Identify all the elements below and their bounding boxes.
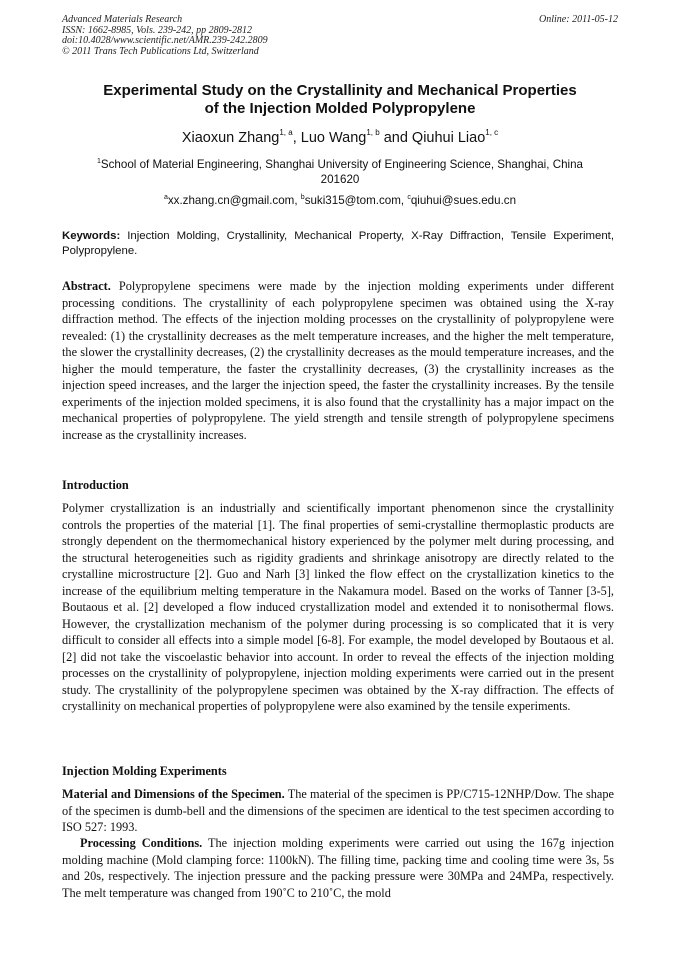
paper-title <box>62 82 618 118</box>
abstract <box>62 278 614 443</box>
introduction-heading: Introduction <box>62 478 129 492</box>
material-label: Material and Dimensions of the Specimen. <box>62 787 285 801</box>
abstract-text: Polypropylene specimens were made by the injection molding experiments under different processing conditions. The crystallinity of each polypropylene specimen was obtained using the X-ray diffraction method. The effects of the injection molding processes on the crystallinity of polypropylene were revealed: (1) the crystallinity decreases as the melt temperature increases, and the higher the melt temperature, the slower the crystallinity decreases, (2) the crystallinity decreases as the mould temperature increases, and the higher the mould temperature, the faster the crystallinity decreases, (3) the crystallinity increases as the injection speed increases, and the larger the injection speed, the faster the crystallinity increases. By the tensile experiments of the injection molded specimens, it is also found that the crystallinity has a major impact on the mechanical properties of polypropylene. The yield strength and tensile strength of polypropylene specimens increase as the crystallinity increases. <box>62 279 614 442</box>
affiliation-marker: 1 <box>97 158 101 165</box>
copyright-line: © 2011 Trans Tech Publications Ltd, Switzerland <box>62 45 259 57</box>
email-a[interactable]: xx.zhang.cn@gmail.com, <box>167 194 301 207</box>
keywords <box>62 229 614 259</box>
email-list <box>62 193 618 208</box>
email-a-marker: a <box>163 194 168 201</box>
affiliation <box>62 157 618 187</box>
author-3-affil: 1, c <box>485 128 499 137</box>
email-c[interactable]: qiuhui@sues.edu.cn <box>410 194 517 207</box>
processing-label: Processing Conditions. <box>80 836 203 850</box>
doi-line[interactable]: doi:10.4028/www.scientific.net/AMR.239-242.2809 <box>62 35 268 46</box>
material-text: The material of the specimen is PP/C715-12NHP/Dow. The shape of the specimen is dumb-bell and the dimensions of the specimen are identical to the test specimen according to ISO 527: 1993. <box>62 787 614 834</box>
author-3: and Qiuhui Liao <box>379 130 486 146</box>
keywords-label: Keywords: <box>62 230 121 242</box>
keywords-text: Injection Molding, Crystallinity, Mechanical Property, X-Ray Diffraction, Tensile Experiment, Polypropylene. <box>62 230 614 257</box>
author-1-affil: 1, a <box>279 128 293 137</box>
abstract-label: Abstract. <box>62 279 111 293</box>
title-line-2: of the Injection Molded Polypropylene <box>204 100 476 117</box>
title-line-1: Experimental Study on the Crystallinity and Mechanical Properties <box>103 82 577 99</box>
injection-heading: Injection Molding Experiments <box>62 764 227 778</box>
author-1: Xiaoxun Zhang <box>181 130 280 146</box>
email-c-marker: c <box>407 194 411 201</box>
processing-paragraph <box>62 835 614 901</box>
email-b-marker: b <box>300 194 305 201</box>
email-b[interactable]: suki315@tom.com, <box>304 194 408 207</box>
processing-text: The injection molding experiments were carried out using the 167g injection molding machine (Mold clamping force: 1100kN). The filling time, packing time and cooling time were 3s, 5s and 20s, respectively. The injection pressure and the packing pressure were 30MPa and 24MPa, respectively. The melt temperature was changed from 190˚C to 210˚C, the mold <box>62 836 614 900</box>
affiliation-line-1: School of Material Engineering, Shanghai University of Engineering Science, Shanghai, China <box>100 158 583 171</box>
journal-header <box>62 15 618 57</box>
author-list <box>62 129 618 147</box>
issn-line: ISSN: 1662-8985, Vols. 239-242, pp 2809-2812 <box>62 24 252 36</box>
online-date: Online: 2011-05-12 <box>539 14 618 25</box>
author-2-affil: 1, b <box>366 128 380 137</box>
material-paragraph <box>62 786 614 836</box>
introduction-text: Polymer crystallization is an industrially and scientifically important phenomenon since the crystallinity controls the properties of the material [1]. The final properties of semi-crystalline thermoplastic products are strongly dependent on the thermomechanical history experienced by the polymer melt during processing, and the structural heterogeneities such as rigidity gradients and shrinkage anisotropy are directly related to the crystalline microstructure [2]. Guo and Narh [3] linked the flow effect on the crystallization kinetics to the increase of the equilibrium melting temperature in the Nakamura model. Based on the works of Tanner [3-5], Boutaous et al. [2] developed a flow induced crystallization model and extended it to nonisothermal flows. However, the crystallization mechanism of the polymer during processing is so complicated that it is very difficult to consider all effects into a simple model [6-8]. For example, the model developed by Boutaous et al. [2] did not take the viscoelastic behavior into account. In order to reveal the effects of the injection molding processes on the crystallinity of polypropylene, injection molding experiments were carried out in the present study. The crystallinity of the polypropylene specimen was obtained by the X-ray diffraction. The effects of crystallinity on mechanical properties of polypropylene were also examined by the tensile experiments. <box>62 501 614 713</box>
author-2: , Luo Wang <box>292 130 367 146</box>
journal-name: Advanced Materials Research <box>62 14 183 25</box>
affiliation-line-2: 201620 <box>320 173 360 186</box>
